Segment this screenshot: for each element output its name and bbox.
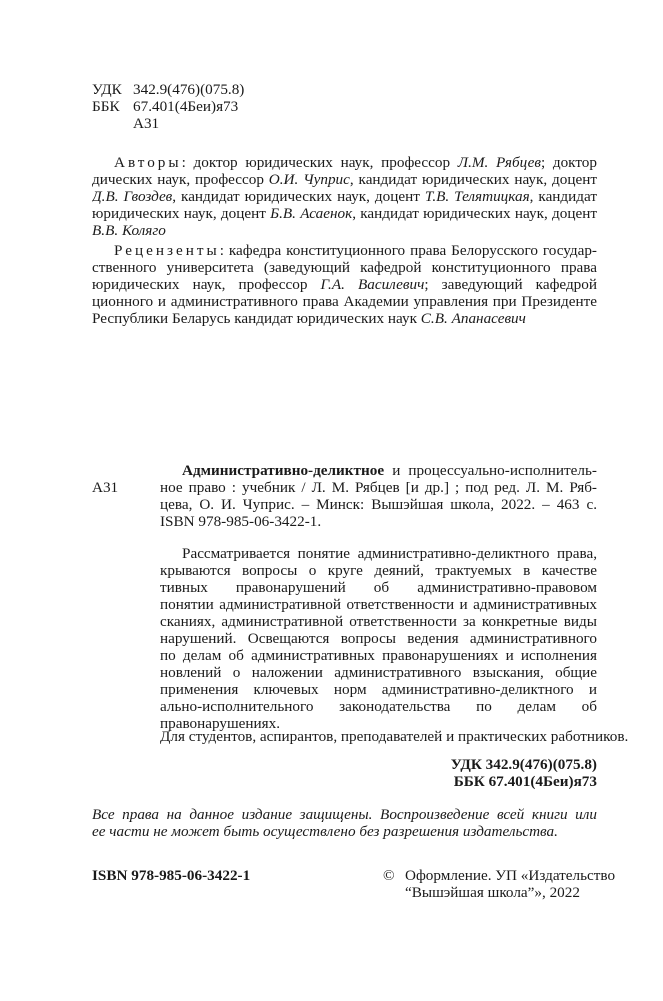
abstract-line: правонарушениях. (160, 715, 281, 732)
reviewers-line: ственного университета (заведующий кафедрой конституционного права (92, 259, 597, 276)
abstract-line: по делам об административных правонарушениях и исполнения (160, 647, 597, 664)
bibliography-line: цева, О. И. Чуприс. – Минск: Вышэйшая школа, 2022. – 463 с. (160, 496, 597, 513)
abstract-line: тивных правонарушений об административно-правовом (160, 579, 597, 596)
bibliography-line: ISBN 978-985-06-3422-1. (160, 513, 322, 530)
footer-bbk: ББК 67.401(4Беи)я73 (453, 773, 597, 790)
reviewers-line: юридических наук, профессор Г.А. Василевич; заведующий кафедрой (92, 276, 597, 293)
reviewers-line: ционного и административного права Академии управления при Президенте (92, 293, 597, 310)
copyright-line-2: “Вышэйшая школа”», 2022 (405, 884, 580, 901)
abstract-line: Рассматривается понятие административно-деликтного права, (182, 545, 597, 562)
bibliography-mark: А31 (92, 479, 119, 496)
bbk-label: ББК (92, 98, 120, 115)
copyright-line-1: Оформление. УП «Издательство (405, 867, 616, 884)
isbn: ISBN 978-985-06-3422-1 (92, 867, 251, 884)
abstract-line: понятии административной ответственности и административных (160, 596, 597, 613)
copyright-symbol: © (383, 867, 395, 884)
rights-line-1: Все права на данное издание защищены. Воспроизведение всей книги или (92, 806, 597, 823)
author-mark: А31 (133, 115, 160, 132)
abstract-line: крываются вопросы о круге деяний, трактуемых в качестве (160, 562, 597, 579)
abstract-line: нарушений. Освещаются вопросы ведения административного (160, 630, 597, 647)
authors-line: юридических наук, доцент Б.В. Асаенок, кандидат юридических наук, доцент (92, 205, 597, 222)
bibliography-line: Административно-деликтное и процессуально-исполнитель- (182, 462, 597, 479)
abstract-line: ально-исполнительного законодательства по делам об (160, 698, 597, 715)
abstract-line: новлений о наложении административного взыскания, общие (160, 664, 597, 681)
udk-label: УДК (92, 81, 122, 98)
reviewers-line: Республики Беларусь кандидат юридических наук С.В. Апанасевич (92, 310, 526, 327)
bibliography-line: ное право : учебник / Л. М. Рябцев [и др.] ; под ред. Л. М. Ряб- (160, 479, 597, 496)
authors-line: Д.В. Гвоздев, кандидат юридических наук, доцент Т.В. Телятицкая, кандидат (92, 188, 597, 205)
footer-udk: УДК 342.9(476)(075.8) (450, 756, 597, 773)
udk-code: 342.9(476)(075.8) (133, 81, 245, 98)
audience-note: Для студентов, аспирантов, преподавателей и практических работников. (160, 728, 629, 745)
authors-line: В.В. Коляго (92, 222, 166, 239)
abstract-line: сканиях, административной ответственности за конкретные виды (160, 613, 597, 630)
authors-line: дических наук, профессор О.И. Чуприс, кандидат юридических наук, доцент (92, 171, 597, 188)
rights-line-2: ее части не может быть осуществлено без разрешения издательства. (92, 823, 558, 840)
authors-label: Авторы (114, 154, 182, 171)
authors-line: Авторы: доктор юридических наук, профессор Л.М. Рябцев; доктор (114, 154, 597, 171)
abstract-line: применения ключевых норм административно-деликтного и (160, 681, 597, 698)
bbk-code: 67.401(4Беи)я73 (133, 98, 239, 115)
reviewers-label: Рецензенты (114, 242, 220, 259)
reviewers-line: Рецензенты: кафедра конституционного права Белорусского государ- (114, 242, 597, 259)
